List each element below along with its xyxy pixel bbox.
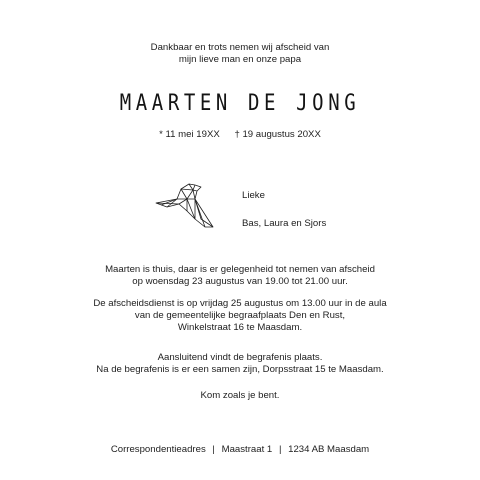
- family-children: Bas, Laura en Sjors: [242, 218, 327, 229]
- body-p3-line-1: Aansluitend vindt de begrafenis plaats.: [157, 352, 323, 363]
- body-p2-line-1: De afscheidsdienst is op vrijdag 25 augustus om 13.00 uur in de aula: [93, 298, 387, 309]
- birth-date: * 11 mei 19XX: [159, 129, 220, 140]
- footer-separator: |: [278, 444, 282, 455]
- footer-postcode-city: 1234 AB Maasdam: [288, 444, 370, 455]
- death-date: † 19 augustus 20XX: [234, 129, 321, 140]
- intro-line-2: mijn lieve man en onze papa: [178, 54, 302, 65]
- life-dates: [0, 129, 480, 141]
- body-p2-line-2: van de gemeentelijke begraafplaats Den en Rust,: [134, 310, 346, 321]
- body-p3-line-2: Na de begrafenis is er een samen zijn, Dorpsstraat 15 te Maasdam.: [96, 364, 384, 375]
- origami-bird-icon: [155, 181, 225, 229]
- body-p1-line-2: op woensdag 23 augustus van 19.00 tot 21.00 uur.: [132, 276, 348, 287]
- footer-street: Maastraat 1: [221, 444, 273, 455]
- body-p2-line-3: Winkelstraat 16 te Maasdam.: [177, 322, 303, 333]
- intro-line-1: Dankbaar en trots nemen wij afscheid van: [150, 42, 330, 53]
- body-p4-line-1: Kom zoals je bent.: [200, 390, 280, 401]
- family-partner: Lieke: [242, 190, 265, 201]
- footer-label: Correspondentieadres: [110, 444, 206, 455]
- footer-separator: |: [212, 444, 215, 455]
- deceased-name: MAARTEN DE JONG: [119, 90, 361, 116]
- correspondence-address: [0, 444, 480, 456]
- body-p1-line-1: Maarten is thuis, daar is er gelegenheid tot nemen van afscheid: [105, 264, 375, 275]
